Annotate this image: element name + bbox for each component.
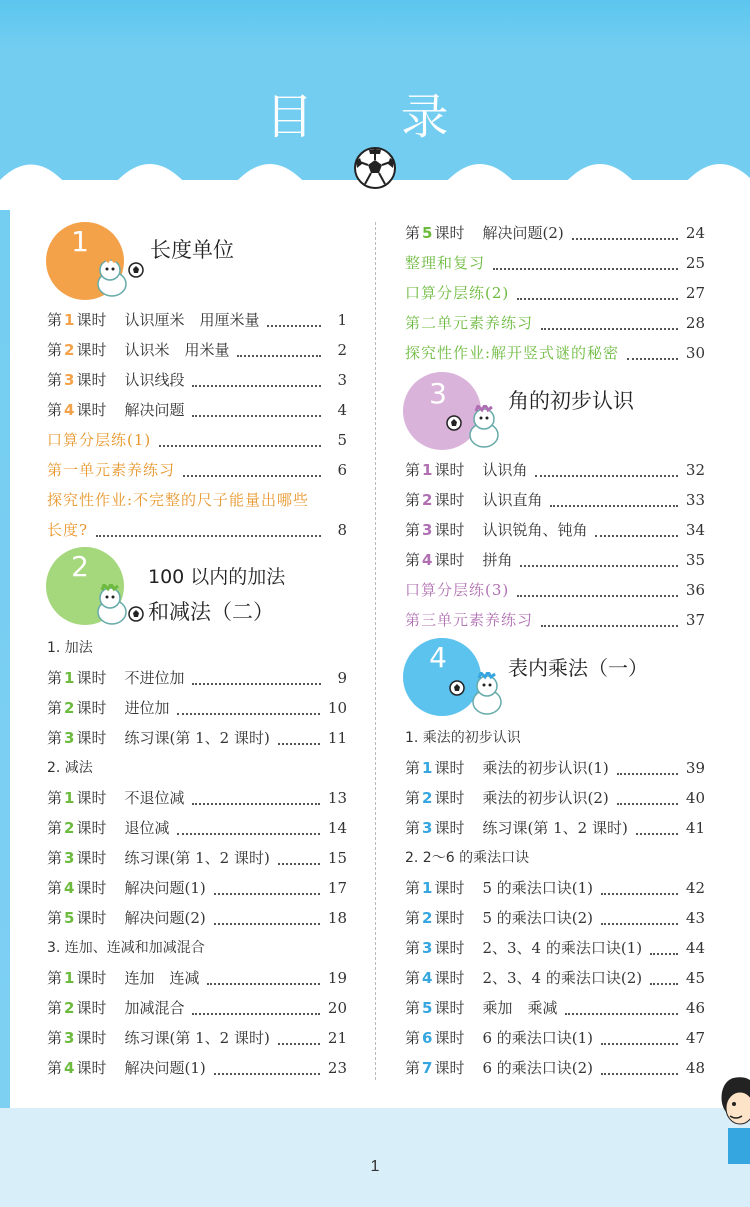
toc-entry[interactable]: 第 3 课时 练习课(第 1、2 课时) 21 [47, 1029, 347, 1047]
toc-entry-practice[interactable]: 探究性作业:解开竖式谜的秘密 30 [405, 344, 705, 362]
toc-entry-practice[interactable]: 第一单元素养练习 6 [47, 461, 347, 479]
toc-entry-practice[interactable]: 长度? 8 [47, 521, 347, 539]
toc-entry[interactable]: 第 3 课时 2、3、4 的乘法口诀(1) 44 [405, 939, 705, 957]
toc-entry-practice[interactable]: 第二单元素养练习 28 [405, 314, 705, 332]
toc-entry[interactable]: 第 3 课时 认识线段 3 [47, 371, 347, 389]
page-number: 1 [370, 1158, 380, 1175]
leader-dots [278, 743, 320, 745]
leader-dots [617, 773, 678, 775]
leader-dots [595, 535, 677, 537]
leader-dots [550, 505, 677, 507]
leader-dots [601, 1073, 678, 1075]
toc-entry[interactable]: 第 5 课时 解决问题(2) 18 [47, 909, 347, 927]
unit2-title-line2: 和减法（二） [148, 600, 274, 624]
leader-dots [517, 595, 678, 597]
toc-entry[interactable]: 第 3 课时 认识锐角、钝角 34 [405, 521, 705, 539]
toc-entry[interactable]: 第 3 课时 练习课(第 1、2 课时) 11 [47, 729, 347, 747]
toc-entry[interactable]: 第 1 课时 认识角 32 [405, 461, 705, 479]
toc-entry[interactable]: 第 3 课时 练习课(第 1、2 课时) 15 [47, 849, 347, 867]
toc-entry-practice[interactable]: 探究性作业:不完整的尺子能量出哪些 [47, 491, 310, 509]
leader-dots [214, 893, 320, 895]
leader-dots [601, 1043, 678, 1045]
section-heading: 3. 连加、连减和加减混合 [47, 940, 205, 956]
column-divider [375, 222, 376, 1080]
leader-dots [520, 565, 677, 567]
leader-dots [601, 893, 678, 895]
leader-dots [192, 683, 321, 685]
toc-entry[interactable]: 第 4 课时 2、3、4 的乘法口诀(2) 45 [405, 969, 705, 987]
leader-dots [565, 1013, 677, 1015]
unit4-number: 4 [429, 641, 447, 674]
toc-entry-practice[interactable]: 口算分层练(1) 5 [47, 431, 347, 449]
leader-dots [541, 625, 678, 627]
unit1-title: 长度单位 [150, 238, 234, 262]
toc-entry[interactable]: 第 2 课时 认识直角 33 [405, 491, 705, 509]
leader-dots [96, 535, 321, 537]
toc-entry[interactable]: 第 3 课时 练习课(第 1、2 课时) 41 [405, 819, 705, 837]
toc-entry[interactable]: 第 1 课时 连加 连减 19 [47, 969, 347, 987]
leader-dots [207, 983, 319, 985]
toc-entry[interactable]: 第 6 课时 6 的乘法口诀(1) 47 [405, 1029, 705, 1047]
leader-dots [541, 328, 678, 330]
dinosaur-mascot-icon [92, 584, 148, 628]
leader-dots [267, 325, 321, 327]
unit1-number: 1 [71, 225, 89, 258]
leader-dots [192, 385, 321, 387]
leader-dots [159, 445, 321, 447]
toc-entry-practice[interactable]: 整理和复习 25 [405, 254, 705, 272]
toc-entry[interactable]: 第 1 课时 不退位减 13 [47, 789, 347, 807]
unit3-title: 角的初步认识 [508, 389, 634, 413]
toc-entry[interactable]: 第 5 课时 解决问题(2) 24 [405, 224, 705, 242]
section-heading: 1. 乘法的初步认识 [405, 730, 521, 746]
leader-dots [636, 833, 678, 835]
leader-dots [627, 358, 678, 360]
toc-entry[interactable]: 第 4 课时 解决问题(1) 23 [47, 1059, 347, 1077]
leader-dots [278, 863, 320, 865]
leader-dots [177, 713, 319, 715]
leader-dots [278, 1043, 320, 1045]
leader-dots [617, 803, 678, 805]
leader-dots [214, 923, 320, 925]
soccer-ball-icon [353, 146, 397, 190]
dinosaur-mascot-icon [444, 405, 508, 451]
boy-character-icon [716, 1072, 750, 1164]
page-title: 目 录 [265, 89, 485, 145]
leader-dots [192, 1013, 319, 1015]
toc-entry-practice[interactable]: 口算分层练(3) 36 [405, 581, 705, 599]
leader-dots [535, 475, 677, 477]
unit3-number: 3 [429, 377, 447, 410]
leader-dots [601, 923, 678, 925]
toc-entry[interactable]: 第 1 课时 乘法的初步认识(1) 39 [405, 759, 705, 777]
leader-dots [192, 803, 319, 805]
leader-dots [192, 415, 321, 417]
unit4-title: 表内乘法（一） [508, 656, 648, 680]
toc-entry-practice[interactable]: 口算分层练(2) 27 [405, 284, 705, 302]
toc-entry[interactable]: 第 2 课时 进位加 10 [47, 699, 347, 717]
toc-entry[interactable]: 第 2 课时 认识米 用米量 2 [47, 341, 347, 359]
toc-entry[interactable]: 第 1 课时 认识厘米 用厘米量 1 [47, 311, 347, 329]
leader-dots [493, 268, 678, 270]
leader-dots [237, 355, 321, 357]
dinosaur-mascot-icon [92, 256, 148, 300]
toc-entry[interactable]: 第 4 课时 拼角 35 [405, 551, 705, 569]
section-heading: 2. 2～6 的乘法口诀 [405, 850, 530, 866]
toc-entry[interactable]: 第 2 课时 加减混合 20 [47, 999, 347, 1017]
leader-dots [572, 238, 678, 240]
toc-entry[interactable]: 第 7 课时 6 的乘法口诀(2) 48 [405, 1059, 705, 1077]
toc-entry[interactable]: 第 2 课时 退位减 14 [47, 819, 347, 837]
toc-entry[interactable]: 第 2 课时 5 的乘法口诀(2) 43 [405, 909, 705, 927]
leader-dots [177, 833, 319, 835]
leader-dots [214, 1073, 320, 1075]
unit2-number: 2 [71, 550, 89, 583]
toc-entry[interactable]: 第 1 课时 5 的乘法口诀(1) 42 [405, 879, 705, 897]
dinosaur-mascot-icon [445, 672, 509, 718]
toc-entry[interactable]: 第 4 课时 解决问题(1) 17 [47, 879, 347, 897]
section-heading: 1. 加法 [47, 640, 93, 656]
toc-entry-practice[interactable]: 第三单元素养练习 37 [405, 611, 705, 629]
toc-entry[interactable]: 第 1 课时 不进位加 9 [47, 669, 347, 687]
leader-dots [650, 983, 678, 985]
unit2-title-line1: 100 以内的加法 [148, 566, 286, 588]
leader-dots [650, 953, 678, 955]
leader-dots [183, 475, 321, 477]
toc-entry[interactable]: 第 4 课时 解决问题 4 [47, 401, 347, 419]
toc-entry[interactable]: 第 5 课时 乘加 乘减 46 [405, 999, 705, 1017]
toc-entry[interactable]: 第 2 课时 乘法的初步认识(2) 40 [405, 789, 705, 807]
section-heading: 2. 减法 [47, 760, 93, 776]
leader-dots [517, 298, 678, 300]
